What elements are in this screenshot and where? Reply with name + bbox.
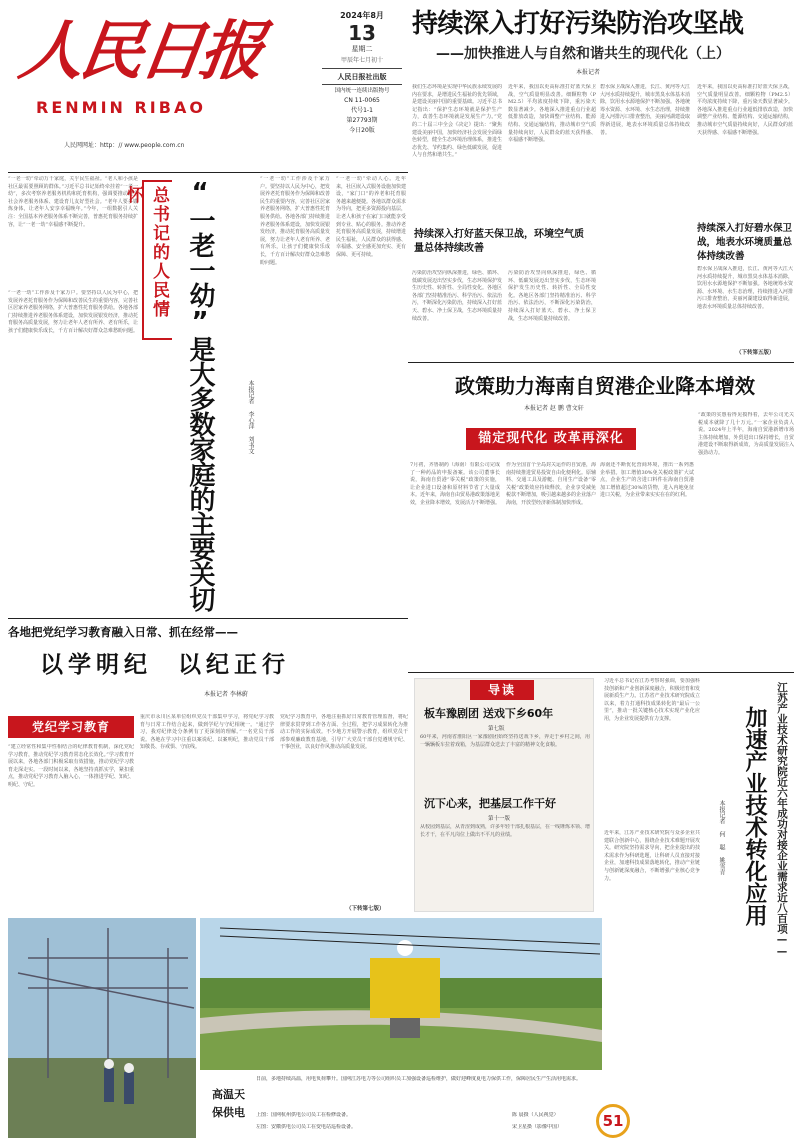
cn-number: CN 11-0065 <box>344 97 380 104</box>
date-year-month: 2024年8月 <box>340 11 384 20</box>
feature-column-1: “一老一幼”牵动万千家庭，关乎民生福祉。“老人和小孩是社区最需要照顾的群体。”习近平总书记始终牵挂着“一老一幼”，多次考察养老服务机构和托育机构，强调要推动健全社会养老服务体系、建设育儿友好型社会。“老年人要多锻炼身体，让老年人安享幸福晚年。”今年，一组数据引人关注：全国基本养老服务体系不断完善，普惠托育服务持续扩容，让“一老一幼”幸福感不断提升。 <box>8 176 138 228</box>
party-column-3: 党纪学习教育中，各地注重抓好日常教育管理监督，将纪律要求贯穿到工作各方面、全过程，把学习成果转化为推动工作的实际成效。不少地方开展警示教育，组织党员干部参观廉政教育基地，引导广大党员干部自觉遵规守纪、干事创业，以良好作风推动高质量发展。 <box>280 714 408 751</box>
guide-item-1-page: 第七版 <box>488 726 505 732</box>
policy-column-4: “政策的实惠看得见摸得着，去年公司光关税成本就降了几十万元。”一家企业负责人说。2024年上半年，海南自贸港新增市场主体持续增加，外贸进出口保持增长，自贸港建设不断取得新成效，为高质量发展注入强劲动力。 <box>698 412 794 456</box>
photo-main <box>200 918 602 1070</box>
cn-label: 国内统一连续出版物号 <box>334 88 390 94</box>
watermark-logo: 51 <box>596 1104 630 1138</box>
jiangsu-byline: 本报记者 何 聪 姚雪青 <box>718 800 725 875</box>
masthead-website: 人民网网址：http：// www.people.com.cn <box>64 142 185 149</box>
lead-column-1: 我们生态环境是实现中华民族永续发展的内在要求，是增进民生福祉的优先领域，是建设美丽中国的重要基础。习近平总书记指出：“保护生态环境就是保护生产力，改善生态环境就是发展生产力。”党的二十届三中全会《决定》提出：“聚焦建设美丽中国，加快经济社会发展全面绿色转型，健全生态环境治理体系，推进生态优先、节约集约、绿色低碳发展，促进人与自然和谐共生。” <box>412 84 502 159</box>
party-label: 党纪学习教育 <box>8 716 134 738</box>
issue-number: 第27793期 <box>346 117 378 124</box>
feature-label: 总书记的人民情怀 <box>123 186 169 319</box>
party-byline: 本报记者 李林蔚 <box>204 691 248 698</box>
policy-byline: 本报记者 赵 鹏 曹文轩 <box>524 405 584 412</box>
date-weekday: 星期二 <box>351 45 373 53</box>
jiangsu-subtitle: 江苏产业技术研究院近六年成功对接企业需求近八百项—— <box>776 682 788 958</box>
photo-author-1: 陈 晨摄（人民视觉） <box>512 1112 559 1118</box>
photo-caption-text: 日前，多地持续高温，用电负荷攀升。国网江苏电力等公司组织员工加强设备巡检维护，做好迎峰度夏电力保供工作，保障居民生产生活用电需求。 <box>256 1076 582 1082</box>
masthead <box>8 6 308 172</box>
guide-item-1-title: 板车豫剧团 送戏下乡60年 <box>424 707 554 720</box>
lead-column-2: 污染防治攻坚向纵深推进，绿色、循环、低碳发展迈出坚实步伐，生态环境保护发生历史性、转折性、全局性变化。各地区各部门坚持精准治污、科学治污、依法治污，不断深化污染防治，持续深入打好蓝天、碧水、净土保卫战，生态环境质量持续改善。 <box>412 270 502 322</box>
feature-column-2: “一老一幼”工作涉及千家万户。要坚持以人民为中心，把发展养老托育服务作为保障和改善民生的重要内容，完善社区居家养老服务网络，扩大普惠性托育服务供给。各地各部门持续推进养老服务体系建设，加快发展银发经济，推动托育服务高质量发展，努力让老年人老有所养、老有所乐，让孩子们健康快乐成长，千方百计解决好群众急难愁盼问题。 <box>260 176 330 266</box>
policy-column-1: 7月初，齐鲁制药（海南）有限公司完成了一种药品的申报备案。该公司董事长说，海南自贸港“零关税”政策的实施，让企业进口设备和原材料节省了大量成本。近年来，海南自由贸易港政策落地见效，企业降本增效，发展活力不断增强。 <box>410 462 500 506</box>
lead-byline: 本报记者 <box>576 69 601 76</box>
lead-subtitle: ——加快推进人与自然和谐共生的现代化（上） <box>436 46 730 62</box>
publisher: 人民日报社出版 <box>337 73 387 81</box>
jiangsu-title: 加速产业技术转化应用 <box>742 706 767 926</box>
feature-label-bracket <box>123 180 172 340</box>
photo-credit-bottom: 左图：安徽供电公司员工在变电站巡检设备。 <box>256 1124 357 1130</box>
guide-label: 导读 <box>470 680 534 700</box>
guide-item-2-text: 从校园到基层，从青涩到成熟，许多年轻干部扎根基层，在一线锤炼本领、增长才干，在平凡岗位上做出不平凡的业绩。 <box>420 824 590 838</box>
lead-column-3: 近年来，我国以更高标准打好蓝天保卫战，空气质量明显改善。细颗粒物（PM2.5）平均浓度持续下降，重污染天数显著减少。各地深入推进重点行业超低排放改造，加快调整产业结构、能源结构、交通运输结构，推动城市空气质量持续向好，人民群众的蓝天获得感、幸福感不断增强。 <box>508 84 596 144</box>
policy-title: 政策助力海南自贸港企业降本增效 <box>455 374 755 398</box>
date-box <box>322 10 402 160</box>
lead-subhead-2: 持续深入打好碧水保卫战，地表水环境质量总体持续改善 <box>697 223 793 262</box>
policy-column-2: 作为全国首个全岛封关运作的自贸港，海南持续推进贸易投资自由化便利化。原辅料、交通工具及游艇、自用生产设备“零关税”政策效应持续释放，企业享受减免税款不断增加，吸引越来越多的企业落户海南，开放型经济新体制加快形成。 <box>506 462 596 506</box>
lead-column-4: 碧水保卫战深入推进，长江、黄河等大江大河水质持续提升，城市黑臭水体基本消除，饮用水水源地保护不断加强。各地统筹水资源、水环境、水生态治理，持续推进入河排污口排查整治，美丽河湖建设取得新进展，地表水环境质量总体持续改善。 <box>600 84 690 136</box>
jiangsu-column-1: 习近平总书记在江苏考察时强调，要加强科技创新和产业创新深度融合，积极培育和发展新质生产力。江苏省产业技术研究院成立以来，着力打通科技成果转化的“最后一公里”，推动一批关键核心技术实现产业化应用，为企业发展提供有力支撑。 <box>604 678 700 722</box>
guide-item-2-title: 沉下心来，把基层工作干好 <box>424 797 556 810</box>
guide-item-1-text: 60年来，河南省淮阳区一家豫剧团始终坚持送戏下乡，奔走于乡村之间，用一辆辆板车拉着戏箱，为基层群众送去了丰富的精神文化食粮。 <box>420 734 590 748</box>
lead-column-6: 碧水保卫战深入推进，长江、黄河等大江大河水质持续提升，城市黑臭水体基本消除，饮用水水源地保护不断加强。各地统筹水资源、水环境、水生态治理，持续推进入河排污口排查整治，美丽河湖建设取得新进展，地表水环境质量总体持续改善。 <box>697 266 793 310</box>
masthead-pinyin: RENMIN RIBAO <box>36 98 206 117</box>
party-column-1: “建立经常性和集中性相结合的纪律教育机制，深化党纪学习教育，推动党纪学习教育常态化长效化。”学习教育开展以来，各地各部门积极采取有效措施，推动党纪学习教育走深走实。一段时间以来，各地坚持真抓实学，紧扣重点，推动党纪学习教育入脑入心，一体推进学纪、知纪、明纪、守纪。 <box>8 744 134 788</box>
policy-banner: 锚定现代化 改革再深化 <box>466 428 636 450</box>
feature-title: “一老一幼”是大多数家庭的主要关切 <box>185 178 215 611</box>
date-lunar: 甲辰年七月初十 <box>340 57 383 64</box>
party-title: 以学明纪 以纪正行 <box>40 652 291 678</box>
code-number: 代号1-1 <box>351 107 373 114</box>
lead-column-5: 近年来，我国以更高标准打好蓝天保卫战，空气质量明显改善。细颗粒物（PM2.5）平均浓度持续下降，重污染天数显著减少。各地深入推进重点行业超低排放改造，加快调整产业结构、能源结构、交通运输结构，推动城市空气质量持续向好，人民群众的蓝天获得感、幸福感不断增强。 <box>697 84 793 136</box>
photo-author-2: 宋卫星摄（影像中国） <box>512 1124 563 1130</box>
photo-left <box>8 918 196 1138</box>
feature-byline: 本报记者 李心萍 刘书文 <box>247 380 254 454</box>
party-header: 各地把党纪学习教育融入日常、抓在经常—— <box>8 625 238 639</box>
guide-item-2-page: 第十一版 <box>488 816 511 822</box>
masthead-logo: 人民日报 <box>14 14 266 89</box>
page-count: 今日20版 <box>349 127 375 134</box>
jiangsu-column-1b: 近年来，江苏产业技术研究院与众多企业共建联合创新中心，围绕企业技术难题开展攻关。研究院坚持需求导向，把企业提出的技术需求作为科研选题，让科研人员直接对接企业，加速科技成果落地转化，推动产业链与创新链深度融合，不断增强产业核心竞争力。 <box>604 830 700 882</box>
policy-column-3: 海南还不断优化营商环境，推出一系列惠企举措。加工增值30%免关税政策扩大试点，企业生产的含进口料件在海南自贸港加工增值超过30%的货物，进入内地免征进口关税，为企业带来实实在在的红利。 <box>600 462 694 499</box>
lead-subhead-1: 持续深入打好蓝天保卫战，环境空气质量总体持续改善 <box>414 229 584 254</box>
date-day: 13 <box>348 21 376 45</box>
photo-caption-title: 高温天 保供电 <box>212 1088 245 1119</box>
party-next-page: （下转第七版） <box>346 906 385 912</box>
photo-credit-top: 上图：国网杭州供电公司员工在检修设备。 <box>256 1112 352 1118</box>
feature-column-3: “一老一幼”牵动人心。近年来，社区嵌入式服务设施加快建设，“家门口”的养老和托育服务越来越便捷。各地以群众需求为导向，把更多资源投向基层，让老人和孩子在家门口就能享受到专业、贴心的服务。推动养老托育服务高质量发展，持续增进民生福祉，人民群众的获得感、幸福感、安全感更加充实、更有保障、更可持续。 <box>336 176 406 258</box>
party-column-2: 重庆市永川区某单位组织党员干部集中学习，将党纪学习教育与日常工作结合起来，做到学纪与守纪相统一。“通过学习，我对纪律处分条例有了更深刻的理解。”一名党员干部说。各地在学习中注重以案说纪、以案明纪，推动党员干部知敬畏、存戒惧、守底线。 <box>140 714 274 751</box>
lead-next-page: （下转第五版） <box>736 350 775 356</box>
lead-title: 持续深入打好污染防治攻坚战 <box>412 9 744 39</box>
lead-column-3b: 污染防治攻坚向纵深推进，绿色、循环、低碳发展迈出坚实步伐，生态环境保护发生历史性、转折性、全局性变化。各地区各部门坚持精准治污、科学治污、依法治污，不断深化污染防治，持续深入打好蓝天、碧水、净土保卫战，生态环境质量持续改善。 <box>508 270 596 322</box>
feature-column-1b: “一老一幼”工作涉及千家万户。要坚持以人民为中心，把发展养老托育服务作为保障和改善民生的重要内容，完善社区居家养老服务网络，扩大普惠性托育服务供给。各地各部门持续推进养老服务体系建设，加快发展银发经济，推动托育服务高质量发展，努力让老年人老有所养、老有所乐，让孩子们健康快乐成长，千方百计解决好群众急难愁盼问题。 <box>8 290 138 334</box>
